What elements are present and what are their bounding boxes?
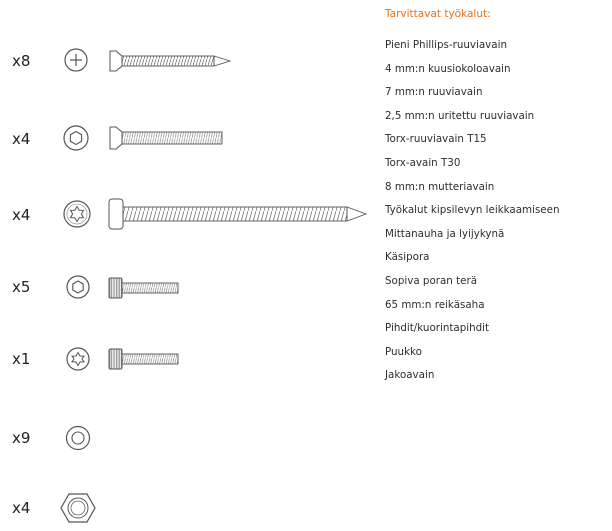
- part-quantity: x8: [12, 52, 31, 70]
- tool-item: 7 mm:n ruuviavain: [385, 86, 483, 99]
- socket-cap-screw-drawing: [108, 348, 180, 370]
- tool-item: Pieni Phillips-ruuviavain: [385, 39, 507, 51]
- part-quantity: x4: [12, 499, 31, 517]
- tools-heading: Tarvittavat työkalut:: [385, 8, 491, 20]
- part-row-washer: [0, 416, 370, 456]
- phillips-head-icon: [60, 44, 92, 76]
- tool-item: Torx-avain T30: [385, 156, 461, 169]
- tool-item: Työkalut kipsilevyn leikkaamiseen: [385, 204, 560, 217]
- tools-list: [385, 38, 610, 392]
- hex-socket-head-icon: [62, 271, 94, 303]
- part-row-torx-cap-screw: [0, 336, 370, 376]
- tool-item: 8 mm:n mutteriavain: [385, 180, 495, 193]
- part-row-torx-lag-screw: [0, 193, 370, 233]
- washer-icon: [62, 422, 94, 454]
- tool-item: Käsipora: [385, 251, 430, 264]
- countersunk-machine-screw-drawing: [108, 126, 228, 150]
- countersunk-wood-screw-drawing: [108, 49, 234, 73]
- tool-item: Sopiva poran terä: [385, 274, 478, 287]
- hex-nut-icon: [60, 490, 96, 526]
- tool-item: Jakoavain: [385, 369, 435, 382]
- socket-cap-screw-drawing: [108, 277, 180, 299]
- part-row-hex-nut: [0, 486, 370, 526]
- hex-socket-head-icon: [60, 122, 92, 154]
- tool-item: Torx-ruuviavain T15: [385, 133, 487, 146]
- part-quantity: x5: [12, 278, 31, 296]
- torx-head-icon: [60, 197, 94, 231]
- tool-item: Mittanauha ja lyijykynä: [385, 227, 505, 240]
- part-row-phillips-screw: [0, 40, 370, 80]
- part-quantity: x9: [12, 429, 31, 447]
- tool-item: 2,5 mm:n uritettu ruuviavain: [385, 109, 535, 122]
- part-row-hex-countersunk-screw: [0, 116, 370, 156]
- torx-head-icon: [62, 343, 94, 375]
- long-lag-screw-drawing: [108, 197, 370, 231]
- part-row-hex-cap-screw: [0, 265, 370, 305]
- part-quantity: x4: [12, 130, 31, 148]
- tool-item: Pihdit/kuorintapihdit: [385, 322, 490, 335]
- tool-item: 4 mm:n kuusiokoloavain: [385, 62, 511, 75]
- part-quantity: x1: [12, 350, 31, 368]
- required-tools-section: [385, 8, 610, 392]
- tool-item: 65 mm:n reikäsaha: [385, 298, 485, 311]
- part-quantity: x4: [12, 206, 31, 224]
- tool-item: Puukko: [385, 345, 422, 358]
